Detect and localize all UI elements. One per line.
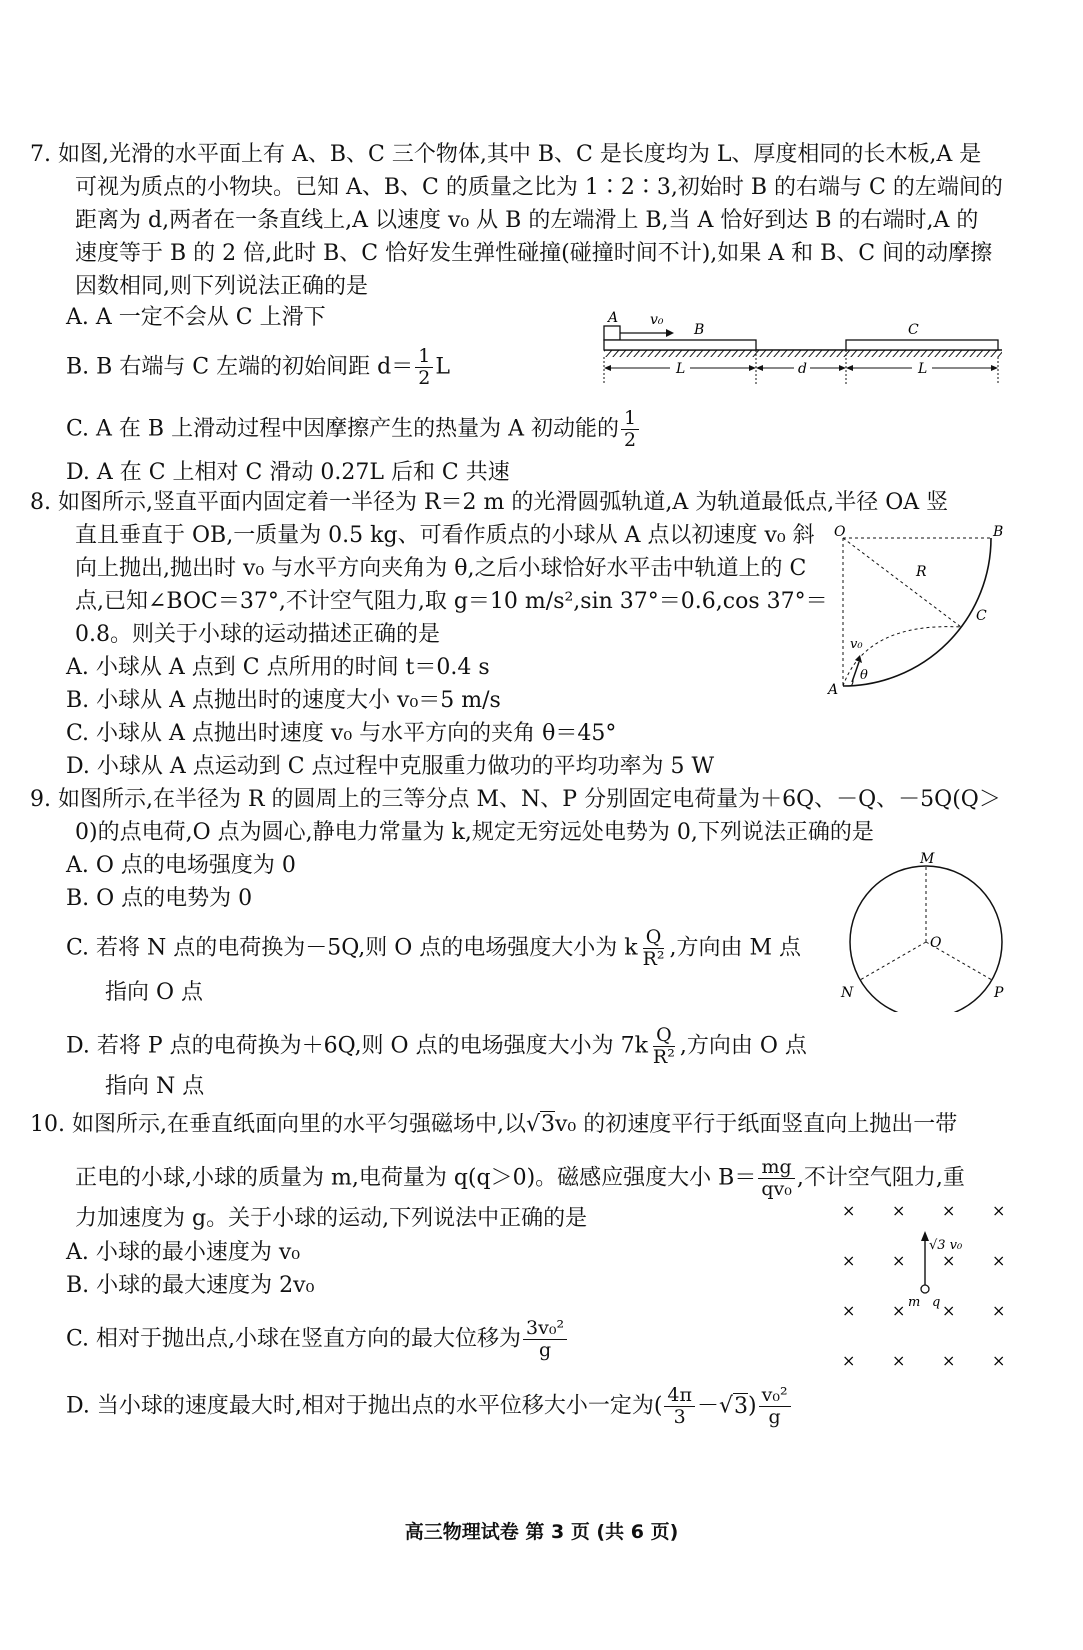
q8-line-3: 向上抛出,抛出时 v₀ 与水平方向夹角为 θ,之后小球恰好水平击中轨道上的 C xyxy=(75,556,807,581)
label-v0: v₀ xyxy=(850,637,863,652)
field-cross: × xyxy=(892,1201,906,1220)
q10-option-b: B. 小球的最大速度为 2v₀ xyxy=(66,1273,315,1298)
fraction-numerator: 1 xyxy=(621,408,639,430)
label-theta: θ xyxy=(860,668,868,683)
q10-option-d-text: D. 当小球的速度最大时,相对于抛出点的水平位移大小一定为( xyxy=(66,1393,663,1419)
q10-magnetic-field-figure xyxy=(836,1195,1018,1375)
field-cross: × xyxy=(892,1301,906,1320)
q7-line-1: 7. 如图,光滑的水平面上有 A、B、C 三个物体,其中 B、C 是长度均为 L、厚度相同的长木板,A 是 xyxy=(30,142,982,167)
fraction-denominator: g xyxy=(538,1339,552,1361)
q9-option-d-fraction xyxy=(650,1025,678,1068)
field-cross: × xyxy=(992,1201,1006,1220)
label-v0: √3 v₀ xyxy=(929,1238,963,1253)
label-l-b: L xyxy=(676,361,686,377)
fraction-numerator: 3v₀² xyxy=(523,1318,567,1340)
q9-line-2: 0)的点电荷,O 点为圆心,静电力常量为 k,规定无穷远处电势为 0,下列说法正确的是 xyxy=(75,820,874,845)
label-v0: v₀ xyxy=(650,312,664,328)
field-cross: × xyxy=(942,1301,956,1320)
q9-option-d-text: D. 若将 P 点的电荷换为＋6Q,则 O 点的电场强度大小为 7k xyxy=(66,1033,648,1059)
q10-option-d-fraction-1 xyxy=(664,1385,695,1428)
fraction-denominator: 2 xyxy=(418,367,431,389)
q9-option-c xyxy=(66,927,801,970)
q10-option-d xyxy=(66,1385,793,1428)
label-n: N xyxy=(841,985,854,1001)
fraction-denominator: g xyxy=(768,1406,781,1428)
field-cross: × xyxy=(992,1251,1006,1270)
field-cross: × xyxy=(942,1251,956,1270)
field-cross: × xyxy=(992,1351,1006,1370)
field-cross: × xyxy=(942,1351,956,1370)
block-a xyxy=(604,326,620,340)
fraction-denominator: 3 xyxy=(673,1406,686,1428)
fraction-denominator: 2 xyxy=(623,429,637,451)
label-a: A xyxy=(828,682,839,698)
arc-track xyxy=(843,538,991,686)
field-cross: × xyxy=(892,1251,906,1270)
field-cross: × xyxy=(942,1201,956,1220)
q8-option-d: D. 小球从 A 点运动到 C 点过程中克服重力做功的平均功率为 5 W xyxy=(66,754,715,779)
q7-option-a: A. A 一定不会从 C 上滑下 xyxy=(66,305,326,330)
label-a: A xyxy=(608,310,619,326)
velocity-arrowhead xyxy=(921,1231,929,1241)
q8-line-4: 点,已知∠BOC＝37°,不计空气阻力,取 g＝10 m/s²,sin 37°＝0.6,cos 37°＝ xyxy=(75,589,828,614)
q10-option-a: A. 小球的最小速度为 v₀ xyxy=(66,1240,301,1265)
label-c: C xyxy=(908,322,919,338)
q10-line-1 xyxy=(30,1110,957,1140)
q8-line-2: 直且垂直于 OB,一质量为 0.5 kg、可看作质点的小球从 A 点以初速度 v₀ 斜 xyxy=(75,523,815,548)
label-o: O xyxy=(930,935,942,951)
fraction-denominator: R² xyxy=(652,1046,675,1068)
fraction-denominator: qv₀ xyxy=(761,1178,792,1200)
field-cross: × xyxy=(842,1301,856,1320)
q10-option-c-fraction xyxy=(523,1318,567,1361)
sqrt-radicand: 3 xyxy=(541,1112,555,1137)
label-l-c: L xyxy=(918,361,928,377)
label-m: M xyxy=(920,851,935,867)
construction-lines xyxy=(843,538,991,686)
q10-option-c-text: C. 相对于抛出点,小球在竖直方向的最大位移为 xyxy=(66,1326,522,1352)
q8-line-1: 8. 如图所示,竖直平面内固定着一半径为 R＝2 m 的光滑圆弧轨道,A 为轨道最低点,半径 OA 竖 xyxy=(30,490,949,515)
q7-option-b-suffix: L xyxy=(435,354,450,380)
field-cross: × xyxy=(842,1251,856,1270)
q7-option-b xyxy=(66,346,450,389)
board-b xyxy=(604,340,756,350)
q7-line-5: 因数相同,则下列说法正确的是 xyxy=(75,274,368,299)
q9-circle-charges-figure xyxy=(838,850,1010,1012)
board-c xyxy=(846,340,998,350)
q10-option-d-fraction-2 xyxy=(759,1385,791,1428)
q8-option-c: C. 小球从 A 点抛出时速度 v₀ 与水平方向的夹角 θ＝45° xyxy=(66,721,617,746)
q7-option-d: D. A 在 C 上相对 C 滑动 0.27L 后和 C 共速 xyxy=(66,460,510,485)
ground-hatching xyxy=(604,350,1002,357)
fraction-numerator: v₀² xyxy=(759,1385,791,1407)
q7-option-c-fraction xyxy=(621,408,639,451)
fraction-numerator: Q xyxy=(653,1025,675,1047)
q9-option-a: A. O 点的电场强度为 0 xyxy=(66,853,296,878)
q8-option-a: A. 小球从 A 点到 C 点所用的时间 t＝0.4 s xyxy=(66,655,490,680)
q7-option-b-text: B. B 右端与 C 左端的初始间距 d＝ xyxy=(66,354,414,380)
field-cross: × xyxy=(892,1351,906,1370)
velocity-arrowhead xyxy=(666,329,674,337)
q10-line-3: 力加速度为 g。关于小球的运动,下列说法中正确的是 xyxy=(75,1206,588,1231)
fraction-numerator: Q xyxy=(643,927,665,949)
field-cross: × xyxy=(842,1201,856,1220)
q7-line-3: 距离为 d,两者在一条直线上,A 以速度 v₀ 从 B 的左端滑上 B,当 A 恰好到达 B 的右端时,A 的 xyxy=(75,208,979,233)
q9-option-d-cont: 指向 N 点 xyxy=(105,1074,205,1099)
fraction-denominator: R² xyxy=(642,948,665,970)
q9-line-1: 9. 如图所示,在半径为 R 的圆周上的三等分点 M、N、P 分别固定电荷量为＋6Q、－Q、－5Q(Q＞ xyxy=(30,787,1001,812)
minus-sign: － xyxy=(697,1393,720,1419)
label-d: d xyxy=(798,361,807,377)
q9-option-c-text: C. 若将 N 点的电荷换为－5Q,则 O 点的电场强度大小为 k xyxy=(66,935,638,961)
radii xyxy=(860,866,992,980)
fraction-numerator: mg xyxy=(758,1157,794,1179)
q10-line-2-text: 正电的小球,小球的质量为 m,电荷量为 q(q＞0)。磁感应强度大小 B＝ xyxy=(75,1165,757,1191)
v0-arrow xyxy=(852,662,859,682)
q9-option-d-suffix: ,方向由 O 点 xyxy=(679,1033,807,1059)
sqrt-symbol: √ xyxy=(719,1393,734,1419)
label-m: m xyxy=(908,1295,921,1310)
sqrt-symbol: √ xyxy=(525,1112,540,1137)
q9-option-c-suffix: ,方向由 M 点 xyxy=(669,935,802,961)
label-b: B xyxy=(993,524,1004,540)
q9-option-c-cont: 指向 O 点 xyxy=(105,980,204,1005)
fraction-numerator: 1 xyxy=(415,346,433,368)
q8-arc-track-figure xyxy=(826,522,1016,704)
close-paren: ) xyxy=(748,1393,757,1419)
label-p: P xyxy=(994,985,1004,1001)
q10-line-1-suffix: v₀ 的初速度平行于纸面竖直向上抛出一带 xyxy=(555,1112,958,1137)
q9-option-c-fraction xyxy=(640,927,668,970)
q7-option-c-text: C. A 在 B 上滑动过程中因摩擦产生的热量为 A 初动能的 xyxy=(66,416,619,442)
sqrt-radicand: 3 xyxy=(734,1393,749,1419)
q9-option-b: B. O 点的电势为 0 xyxy=(66,886,253,911)
q7-option-b-fraction xyxy=(415,346,433,389)
q7-line-4: 速度等于 B 的 2 倍,此时 B、C 恰好发生弹性碰撞(碰撞时间不计),如果 A 和 B、C 间的动摩擦 xyxy=(75,241,993,266)
q7-option-c xyxy=(66,408,641,451)
label-r: R xyxy=(916,564,927,580)
q10-line-2-suffix: ,不计空气阻力,重 xyxy=(796,1165,965,1191)
q10-line-1-text: 10. 如图所示,在垂直纸面向里的水平匀强磁场中,以 xyxy=(30,1112,526,1137)
charged-ball xyxy=(921,1285,929,1293)
label-o: O xyxy=(834,524,846,540)
fraction-numerator: 4π xyxy=(664,1385,695,1407)
q10-line-2 xyxy=(75,1157,965,1200)
q9-option-d xyxy=(66,1025,807,1068)
label-c: C xyxy=(976,608,987,624)
label-b: B xyxy=(694,322,705,338)
q8-line-5: 0.8。则关于小球的运动描述正确的是 xyxy=(75,622,440,647)
q7-blocks-figure xyxy=(598,302,1008,386)
field-cross: × xyxy=(842,1351,856,1370)
label-q: q xyxy=(932,1295,941,1310)
q10-option-c xyxy=(66,1318,569,1361)
q8-option-b: B. 小球从 A 点抛出时的速度大小 v₀＝5 m/s xyxy=(66,688,501,713)
q10-b-fraction xyxy=(758,1157,795,1200)
q7-line-2: 可视为质点的小物块。已知 A、B、C 的质量之比为 1∶2∶3,初始时 B 的右端与 C 的左端间的 xyxy=(75,175,1003,200)
v0-arrowhead xyxy=(855,655,862,663)
page-footer: 高三物理试卷 第 3 页 (共 6 页) xyxy=(404,1521,679,1543)
field-cross: × xyxy=(992,1301,1006,1320)
